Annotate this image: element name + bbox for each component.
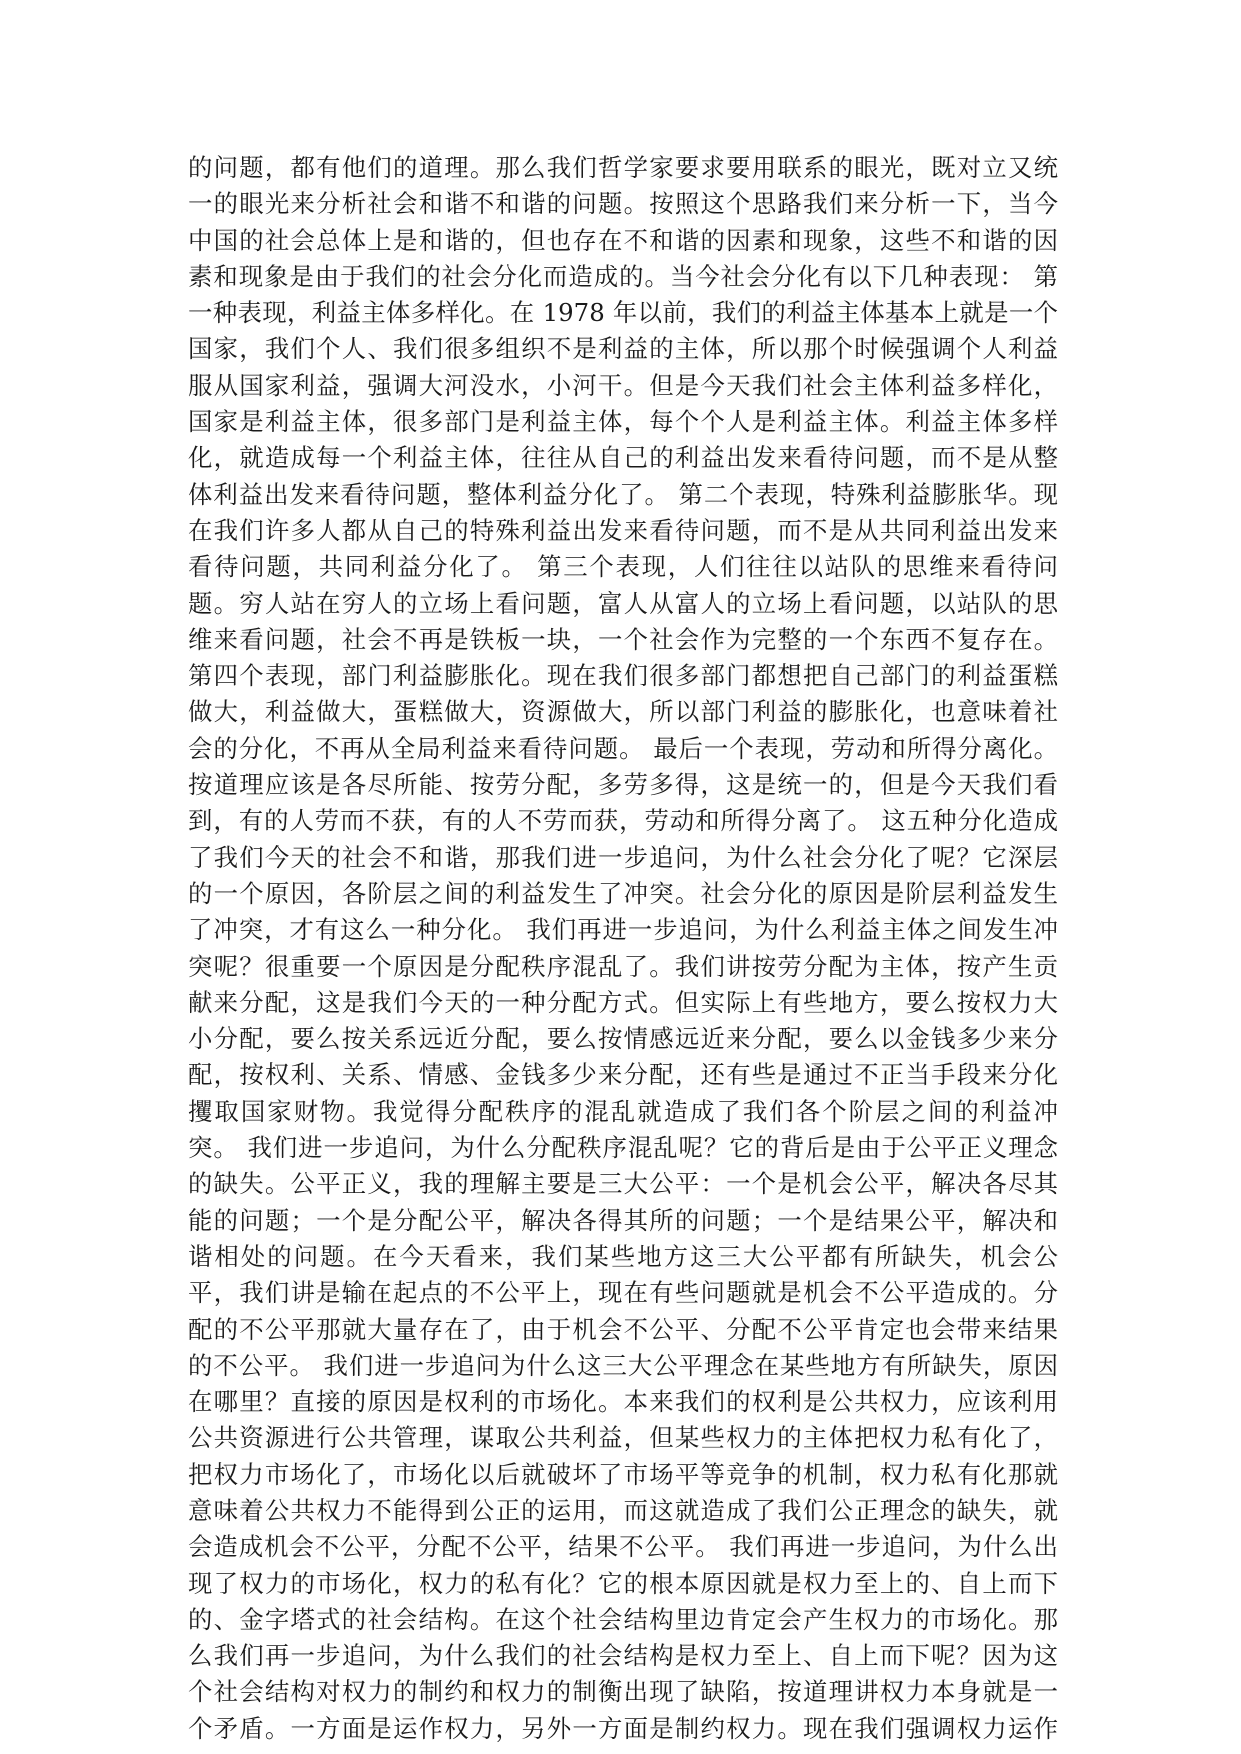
text-line: 公共资源进行公共管理，谋取公共利益，但某些权力的主体把权力私有化了，: [188, 1423, 1058, 1453]
text-line: 献来分配，这是我们今天的一种分配方式。但实际上有些地方，要么按权力大: [188, 987, 1058, 1017]
text-line: 化，就造成每一个利益主体，往往从自己的利益出发来看待问题，而不是从整: [188, 443, 1058, 473]
text-line: 小分配，要么按关系远近分配，要么按情感远近来分配，要么以金钱多少来分: [188, 1024, 1058, 1054]
text-line: 了冲突，才有这么一种分化。 我们再进一步追问，为什么利益主体之间发生冲: [188, 915, 1058, 945]
text-line: 中国的社会总体上是和谐的，但也存在不和谐的因素和现象，这些不和谐的因: [188, 225, 1058, 255]
text-line: 个矛盾。一方面是运作权力，另外一方面是制约权力。现在我们强调权力运作: [188, 1713, 1058, 1743]
text-line: 把权力市场化了，市场化以后就破坏了市场平等竞争的机制，权力私有化那就: [188, 1459, 1058, 1489]
text-line: 的一个原因，各阶层之间的利益发生了冲突。社会分化的原因是阶层利益发生: [188, 878, 1058, 908]
text-line: 突。 我们进一步追问，为什么分配秩序混乱呢？它的背后是由于公平正义理念: [188, 1133, 1058, 1163]
text-line: 么我们再一步追问，为什么我们的社会结构是权力至上、自上而下呢？因为这: [188, 1641, 1058, 1671]
text-line: 的缺失。公平正义，我的理解主要是三大公平：一个是机会公平，解决各尽其: [188, 1169, 1058, 1199]
text-line: 一的眼光来分析社会和谐不和谐的问题。按照这个思路我们来分析一下，当今: [188, 189, 1058, 219]
text-line: 了我们今天的社会不和谐，那我们进一步追问，为什么社会分化了呢？它深层: [188, 842, 1058, 872]
text-line: 现了权力的市场化，权力的私有化？它的根本原因就是权力至上的、自上而下: [188, 1568, 1058, 1598]
body-text: [188, 150, 1058, 1747]
text-line: 能的问题；一个是分配公平，解决各得其所的问题；一个是结果公平，解决和: [188, 1205, 1058, 1235]
text-line: 到，有的人劳而不获，有的人不劳而获，劳动和所得分离了。 这五种分化造成: [188, 806, 1058, 836]
text-line: 国家，我们个人、我们很多组织不是利益的主体，所以那个时候强调个人利益: [188, 334, 1058, 364]
text-line: 意味着公共权力不能得到公正的运用，而这就造成了我们公正理念的缺失，就: [188, 1495, 1058, 1525]
text-line: 题。穷人站在穷人的立场上看问题，富人从富人的立场上看问题，以站队的思: [188, 588, 1058, 618]
text-line: 配，按权利、关系、情感、金钱多少来分配，还有些是通过不正当手段来分化: [188, 1060, 1058, 1090]
text-line: 维来看问题，社会不再是铁板一块，一个社会作为完整的一个东西不复存在。: [188, 624, 1058, 654]
text-line: 的不公平。 我们进一步追问为什么这三大公平理念在某些地方有所缺失，原因: [188, 1350, 1058, 1380]
text-line: 看待问题，共同利益分化了。 第三个表现，人们往往以站队的思维来看待问: [188, 552, 1058, 582]
text-line: 做大，利益做大，蛋糕做大，资源做大，所以部门利益的膨胀化，也意味着社: [188, 697, 1058, 727]
text-line: 平，我们讲是输在起点的不公平上，现在有些问题就是机会不公平造成的。分: [188, 1278, 1058, 1308]
text-line: 国家是利益主体，很多部门是利益主体，每个个人是利益主体。利益主体多样: [188, 407, 1058, 437]
text-line: 配的不公平那就大量存在了，由于机会不公平、分配不公平肯定也会带来结果: [188, 1314, 1058, 1344]
text-line: 攫取国家财物。我觉得分配秩序的混乱就造成了我们各个阶层之间的利益冲: [188, 1096, 1058, 1126]
text-line: 一种表现，利益主体多样化。在 1978 年以前，我们的利益主体基本上就是一个: [188, 298, 1058, 328]
text-line: 的问题，都有他们的道理。那么我们哲学家要求要用联系的眼光，既对立又统: [188, 153, 1058, 182]
text-line: 的、金字塔式的社会结构。在这个社会结构里边肯定会产生权力的市场化。那: [188, 1604, 1058, 1634]
text-line: 突呢？很重要一个原因是分配秩序混乱了。我们讲按劳分配为主体，按产生贡: [188, 951, 1058, 981]
text-line: 个社会结构对权力的制约和权力的制衡出现了缺陷，按道理讲权力本身就是一: [188, 1677, 1058, 1707]
text-line: 按道理应该是各尽所能、按劳分配，多劳多得，这是统一的，但是今天我们看: [188, 770, 1058, 800]
text-line: 会的分化，不再从全局利益来看待问题。 最后一个表现，劳动和所得分离化。: [188, 733, 1058, 763]
text-line: 在哪里？直接的原因是权利的市场化。本来我们的权利是公共权力，应该利用: [188, 1387, 1058, 1417]
text-line: 在我们许多人都从自己的特殊利益出发来看待问题，而不是从共同利益出发来: [188, 515, 1058, 545]
text-line: 会造成机会不公平，分配不公平，结果不公平。 我们再进一步追问，为什么出: [188, 1532, 1058, 1562]
text-line: 体利益出发来看待问题，整体利益分化了。 第二个表现，特殊利益膨胀华。现: [188, 479, 1058, 509]
text-line: 素和现象是由于我们的社会分化而造成的。当今社会分化有以下几种表现： 第: [188, 261, 1058, 291]
text-line: 谐相处的问题。在今天看来，我们某些地方这三大公平都有所缺失，机会公: [188, 1241, 1058, 1271]
text-line: 服从国家利益，强调大河没水，小河干。但是今天我们社会主体利益多样化，: [188, 370, 1058, 400]
text-line: 第四个表现，部门利益膨胀化。现在我们很多部门都想把自己部门的利益蛋糕: [188, 661, 1058, 691]
